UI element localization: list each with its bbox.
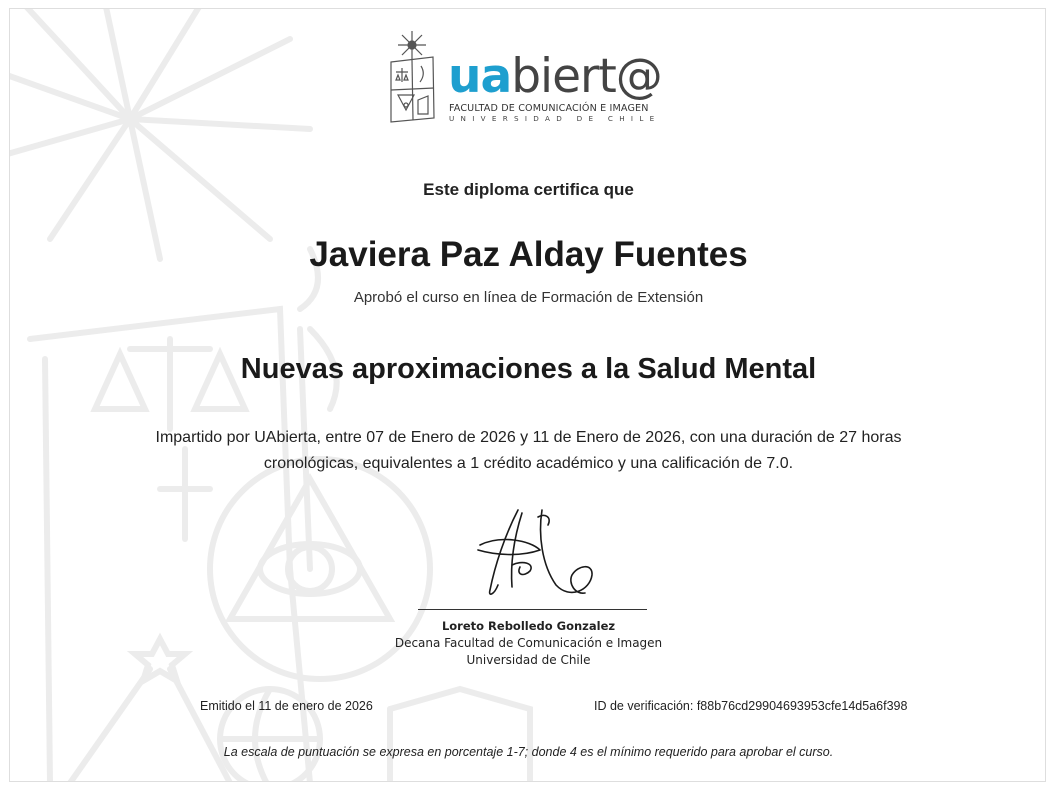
signer-title: Decana Facultad de Comunicación e Imagen: [394, 636, 663, 650]
handwritten-signature: [460, 505, 605, 605]
issue-date: Emitido el 11 de enero de 2026: [200, 699, 373, 713]
recipient-name: Javiera Paz Alday Fuentes: [309, 235, 748, 274]
certificate-intro: Este diploma certifica que: [423, 180, 634, 199]
course-description: [0, 425, 1057, 477]
description-line-1: Impartido por UAbierta, entre 07 de Enero de 2026 y 11 de Enero de 2026, con una duración de 27 horas: [155, 429, 902, 446]
faculty-name: FACULTAD DE COMUNICACIÓN E IMAGEN: [449, 103, 649, 114]
signer-institution: Universidad de Chile: [466, 653, 591, 667]
signer-name: Loreto Rebolledo Gonzalez: [441, 619, 616, 633]
grading-footnote: La escala de puntuación se expresa en porcentaje 1-7; donde 4 es el mínimo requerido para aprobar el curso.: [223, 745, 834, 759]
description-line-2: cronológicas, equivalentes a 1 crédito académico y una calificación de 7.0.: [263, 455, 794, 472]
uabierta-wordmark: uabiert@: [448, 49, 662, 104]
course-title: Nuevas aproximaciones a la Salud Mental: [240, 353, 817, 385]
signature-line: [418, 609, 647, 610]
verification-id: ID de verificación: f88b76cd29904693953cfe14d5a6f398: [594, 699, 908, 713]
approval-text: Aprobó el curso en línea de Formación de Extensión: [353, 289, 704, 306]
university-name: UNIVERSIDAD DE CHILE: [449, 114, 661, 123]
